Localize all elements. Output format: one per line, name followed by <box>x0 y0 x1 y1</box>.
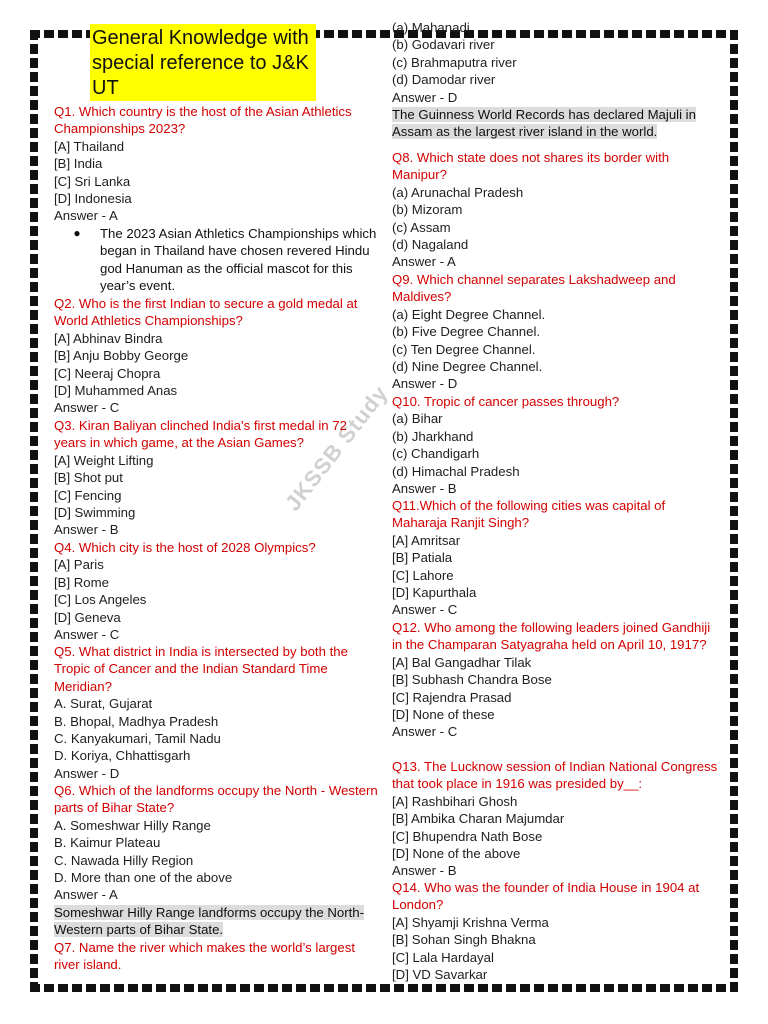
question-text: Q14. Who was the founder of India House in 1904 at London? <box>392 880 700 913</box>
option: C. Nawada Hilly Region <box>54 852 194 868</box>
option: (a) Eight Degree Channel. <box>392 306 546 322</box>
answer: Answer - C <box>54 627 120 643</box>
option: D. More than one of the above <box>54 870 233 886</box>
title-line: special reference to J&K <box>92 52 309 74</box>
question-block <box>392 879 722 983</box>
question-text: Q4. Which city is the host of 2028 Olympics? <box>54 540 316 555</box>
option: [A] Thailand <box>54 138 125 154</box>
option: (d) Damodar river <box>392 72 496 88</box>
option: (b) Godavari river <box>392 37 495 53</box>
option: [C] Bhupendra Nath Bose <box>392 828 543 844</box>
question-block <box>392 149 722 271</box>
title-line: General Knowledge with <box>92 27 309 49</box>
option: [A] Amritsar <box>392 532 461 548</box>
answer: Answer - B <box>392 481 457 497</box>
option: (c) Chandigarh <box>392 446 480 462</box>
question-text: Q7. Name the river which makes the world’s largest river island. <box>54 939 355 973</box>
answer: Answer - D <box>54 765 120 781</box>
explanation-bullet <box>54 225 382 295</box>
option: (d) Nagaland <box>392 237 469 253</box>
highlighted-explanation: The Guinness World Records has declared Majuli in Assam as the largest river island in the world. <box>392 107 696 140</box>
option: [B] India <box>54 156 103 172</box>
option: [D] None of the above <box>392 846 521 862</box>
option: [C] Lahore <box>392 567 454 583</box>
option: [A] Abhinav Bindra <box>54 330 163 346</box>
question-text: Q12. Who among the following leaders joined Gandhiji in the Champaran Satyagraha held on April 10, 1917? <box>392 620 711 653</box>
option: A. Someshwar Hilly Range <box>54 817 211 833</box>
border-right <box>730 30 738 992</box>
answer: Answer - C <box>54 400 120 416</box>
question-block <box>392 20 722 141</box>
question-block <box>54 417 382 539</box>
option: (c) Brahmaputra river <box>392 54 517 70</box>
option: B. Bhopal, Madhya Pradesh <box>54 713 219 729</box>
answer: Answer - A <box>392 254 456 270</box>
option: [A] Bal Gangadhar Tilak <box>392 654 532 670</box>
title-line: UT <box>92 77 119 99</box>
highlighted-explanation: Someshwar Hilly Range landforms occupy the North-Western parts of Bihar State. <box>54 904 365 938</box>
option: [D] None of these <box>392 707 495 723</box>
option: [D] VD Savarkar <box>392 967 488 983</box>
option: D. Koriya, Chhattisgarh <box>54 748 191 764</box>
answer: Answer - D <box>392 376 458 392</box>
option: [D] Kapurthala <box>392 585 477 601</box>
question-block <box>54 539 382 643</box>
bullet-icon: ● <box>73 225 81 240</box>
page-title <box>90 24 316 101</box>
question-block <box>392 271 722 393</box>
question-text: Q8. Which state does not shares its border with Manipur? <box>392 150 670 183</box>
option: [C] Sri Lanka <box>54 173 131 189</box>
option: (a) Arunachal Pradesh <box>392 184 524 200</box>
question-text: Q3. Kiran Baliyan clinched India’s first medal in 72 years in which game, at the Asian Games? <box>54 418 347 451</box>
option: [C] Neeraj Chopra <box>54 365 161 381</box>
option: [B] Subhash Chandra Bose <box>392 672 552 688</box>
option: [A] Shyamji Krishna Verma <box>392 914 549 930</box>
option: [A] Paris <box>54 557 104 573</box>
border-bottom <box>30 984 738 992</box>
watermark: JKSSB Study <box>280 380 394 516</box>
border-left <box>30 30 38 992</box>
answer: Answer - A <box>54 208 118 224</box>
option: [A] Rashbihari Ghosh <box>392 793 518 809</box>
option: [D] Muhammed Anas <box>54 383 178 399</box>
option: [A] Weight Lifting <box>54 452 154 468</box>
option: (c) Assam <box>392 219 451 235</box>
option: [C] Fencing <box>54 487 122 503</box>
answer: Answer - C <box>392 724 458 740</box>
question-text: Q13. The Lucknow session of Indian National Congress that took place in 1916 was presided by__: <box>392 759 718 792</box>
option: (d) Nine Degree Channel. <box>392 359 543 375</box>
option: [B] Shot put <box>54 470 123 486</box>
option: (a) Bihar <box>392 411 443 427</box>
option: [B] Patiala <box>392 550 453 566</box>
option: [C] Rajendra Prasad <box>392 689 512 705</box>
question-text: Q11.Which of the following cities was capital of Maharaja Ranjit Singh? <box>392 498 666 531</box>
question-text: Q10. Tropic of cancer passes through? <box>392 394 620 409</box>
option: (b) Five Degree Channel. <box>392 324 541 340</box>
question-text: Q9. Which channel separates Lakshadweep and Maldives? <box>392 272 676 305</box>
answer: Answer - A <box>54 887 118 903</box>
answer: Answer - B <box>392 863 457 879</box>
option: [C] Los Angeles <box>54 592 147 608</box>
explanation-text: The 2023 Asian Athletics Championships which began in Thailand have chosen revered Hindu god Hanuman as the official mascot for this year’s event. <box>100 225 377 294</box>
option: [B] Rome <box>54 574 109 590</box>
option: [B] Sohan Singh Bhakna <box>392 932 536 948</box>
question-block <box>392 497 722 619</box>
question-block <box>392 758 722 880</box>
answer: Answer - D <box>392 89 458 105</box>
option: (d) Himachal Pradesh <box>392 463 520 479</box>
question-block <box>54 103 382 294</box>
question-text: Q6. Which of the landforms occupy the North - Western parts of Bihar State? <box>54 783 378 816</box>
question-text: Q5. What district in India is intersected by both the Tropic of Cancer and the Indian Standard Time Meridian? <box>54 644 348 694</box>
option: [D] Geneva <box>54 609 121 625</box>
question-block <box>54 782 382 973</box>
option: [C] Lala Hardayal <box>392 949 494 965</box>
answer: Answer - C <box>392 602 458 618</box>
option: [D] Indonesia <box>54 191 132 207</box>
question-text: Q1. Which country is the host of the Asian Athletics Championships 2023? <box>54 104 352 137</box>
option: (b) Mizoram <box>392 202 463 218</box>
option: [D] Swimming <box>54 505 136 521</box>
question-block <box>392 619 722 741</box>
option-cut: (a) Mahanadi <box>392 20 470 35</box>
option: [B] Ambika Charan Majumdar <box>392 811 565 827</box>
option: (b) Jharkhand <box>392 428 474 444</box>
question-block <box>392 393 722 497</box>
option: [B] Anju Bobby George <box>54 348 189 364</box>
option: (c) Ten Degree Channel. <box>392 341 536 357</box>
option: B. Kaimur Plateau <box>54 835 161 851</box>
option: A. Surat, Gujarat <box>54 696 153 712</box>
question-text: Q2. Who is the first Indian to secure a gold medal at World Athletics Championships? <box>54 296 358 329</box>
question-block <box>54 643 382 782</box>
option: C. Kanyakumari, Tamil Nadu <box>54 731 221 747</box>
question-block <box>54 295 382 417</box>
answer: Answer - B <box>54 522 119 538</box>
